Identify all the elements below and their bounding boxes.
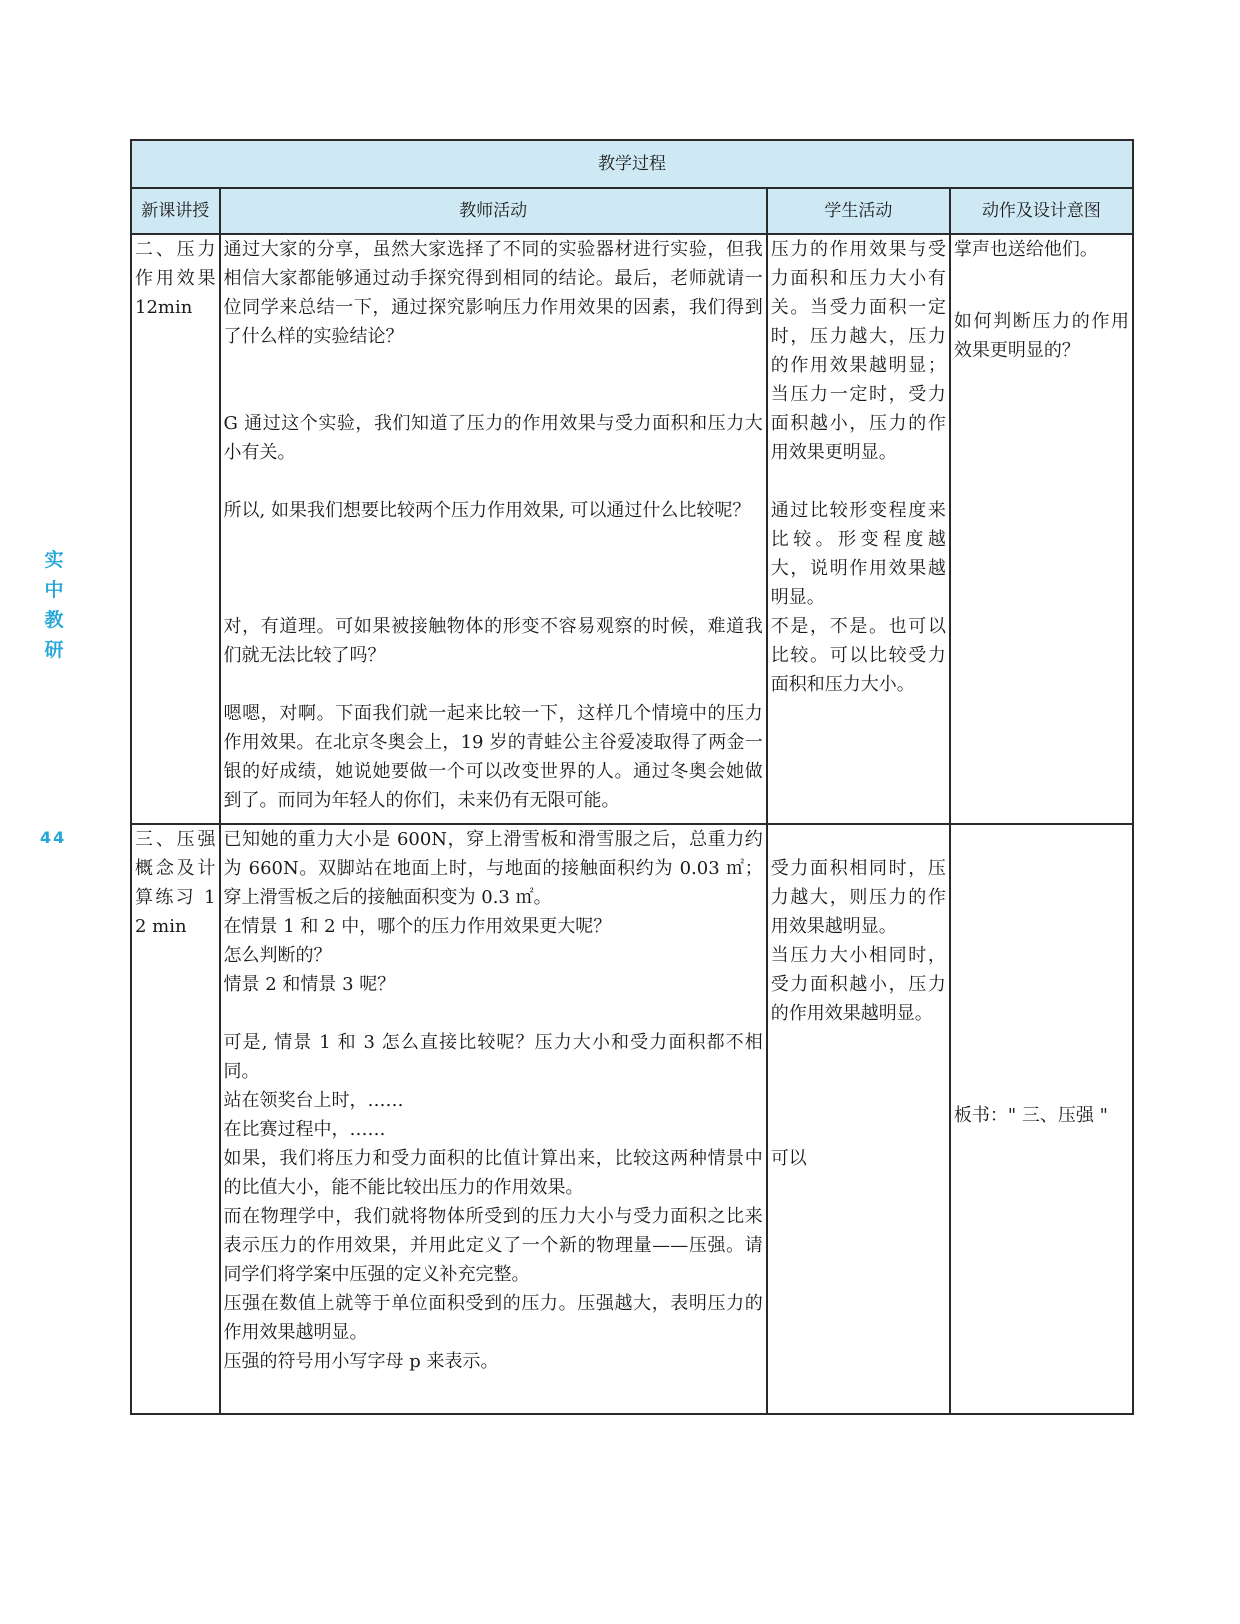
student-paragraph: 可以 [770,1148,807,1169]
page-number: 44 [40,828,67,847]
table-title-row [131,140,1133,188]
stage-cell [131,824,220,1414]
student-paragraph: 受力面积相同时，压力越大，则压力的作用效果越明显。 [770,858,946,937]
intent-paragraph: 如何判断压力的作用效果更明显的？ [953,311,1129,361]
intent-paragraph: 掌声也送给他们。 [953,239,1098,260]
teacher-paragraph: 嗯嗯，对啊。下面我们就一起来比较一下，这样几个情境中的压力作用效果。在北京冬奥会上，19 岁的青蛙公主谷爱凌取得了两金一银的好成绩，她说她要做一个可以改变世界的人。通过冬奥会她做到了。而同为年轻人的你们，未来仍有无限可能。 [223,703,763,811]
header-intent: 动作及设计意图 [950,188,1133,234]
teacher-cell [220,234,767,824]
student-paragraph: 压力的作用效果与受力面积和压力大小有关。当受力面积一定时，压力越大，压力的作用效果越明显；当压力一定时，受力面积越小，压力的作用效果更明显。 [770,239,946,463]
teacher-paragraph: 如果，我们将压力和受力面积的比值计算出来，比较这两种情景中的比值大小，能不能比较出压力的作用效果。 [223,1148,763,1198]
teacher-paragraph: 通过大家的分享，虽然大家选择了不同的实验器材进行实验，但我相信大家都能够通过动手探究得到相同的结论。最后，老师就请一位同学来总结一下，通过探究影响压力作用效果的因素，我们得到了什么样的实验结论？ [223,239,763,347]
student-paragraph: 通过比较形变程度来比较。形变程度越大，说明作用效果越明显。 [770,500,946,608]
header-teacher: 教师活动 [220,188,767,234]
intent-cell [950,824,1133,1414]
table-title: 教学过程 [131,140,1133,188]
teacher-paragraph: 对，有道理。可如果被接触物体的形变不容易观察的时候，难道我们就无法比较了吗？ [223,616,763,666]
teacher-paragraph: 站在领奖台上时，…… [223,1090,404,1111]
teacher-paragraph: G 通过这个实验，我们知道了压力的作用效果与受力面积和压力大小有关。 [223,413,763,463]
teacher-paragraph: 在比赛过程中，…… [223,1119,386,1140]
student-cell [767,234,950,824]
teacher-paragraph: 在情景 1 和 2 中，哪个的压力作用效果更大呢？ [223,916,612,937]
teacher-paragraph: 压强的符号用小写字母 p 来表示。 [223,1351,499,1372]
teacher-paragraph: 压强在数值上就等于单位面积受到的压力。压强越大，表明压力的作用效果越明显。 [223,1293,763,1343]
lesson-table [130,139,1134,1415]
teacher-cell [220,824,767,1414]
student-cell [767,824,950,1414]
table-header-row [131,188,1133,234]
intent-cell [950,234,1133,824]
intent-paragraph: 板书：" 三、压强 " [953,1105,1108,1126]
student-paragraph: 不是，不是。也可以比较。可以比较受力面积和压力大小。 [770,616,946,695]
table-row [131,824,1133,1414]
student-paragraph: 当压力大小相同时，受力面积越小，压力的作用效果越明显。 [770,945,946,1024]
side-label [44,545,64,665]
stage-label: 三、压强概念及计算练习 12 min [135,829,216,937]
teacher-paragraph: 情景 2 和情景 3 呢？ [223,974,396,995]
teacher-paragraph: 可是, 情景 1 和 3 怎么直接比较呢？压力大小和受力面积都不相同。 [223,1032,763,1082]
teacher-paragraph: 怎么判断的？ [223,945,332,966]
side-label-char: 教 [44,609,64,631]
teacher-paragraph: 所以, 如果我们想要比较两个压力作用效果, 可以通过什么比较呢？ [223,500,751,521]
side-label-char: 研 [44,639,64,661]
stage-cell [131,234,220,824]
stage-label: 二、压力作用效果12min [135,239,216,318]
header-student: 学生活动 [767,188,950,234]
header-stage: 新课讲授 [131,188,220,234]
side-label-char: 实 [44,549,64,571]
table-row [131,234,1133,824]
side-label-char: 中 [44,579,64,601]
teacher-paragraph: 而在物理学中，我们就将物体所受到的压力大小与受力面积之比来表示压力的作用效果，并用此定义了一个新的物理量——压强。请同学们将学案中压强的定义补充完整。 [223,1206,763,1285]
teacher-paragraph: 已知她的重力大小是 600N，穿上滑雪板和滑雪服之后，总重力约为 660N。双脚站在地面上时，与地面的接触面积约为 0.03 ㎡；穿上滑雪板之后的接触面积变为 0.3 ㎡。 [223,829,763,908]
